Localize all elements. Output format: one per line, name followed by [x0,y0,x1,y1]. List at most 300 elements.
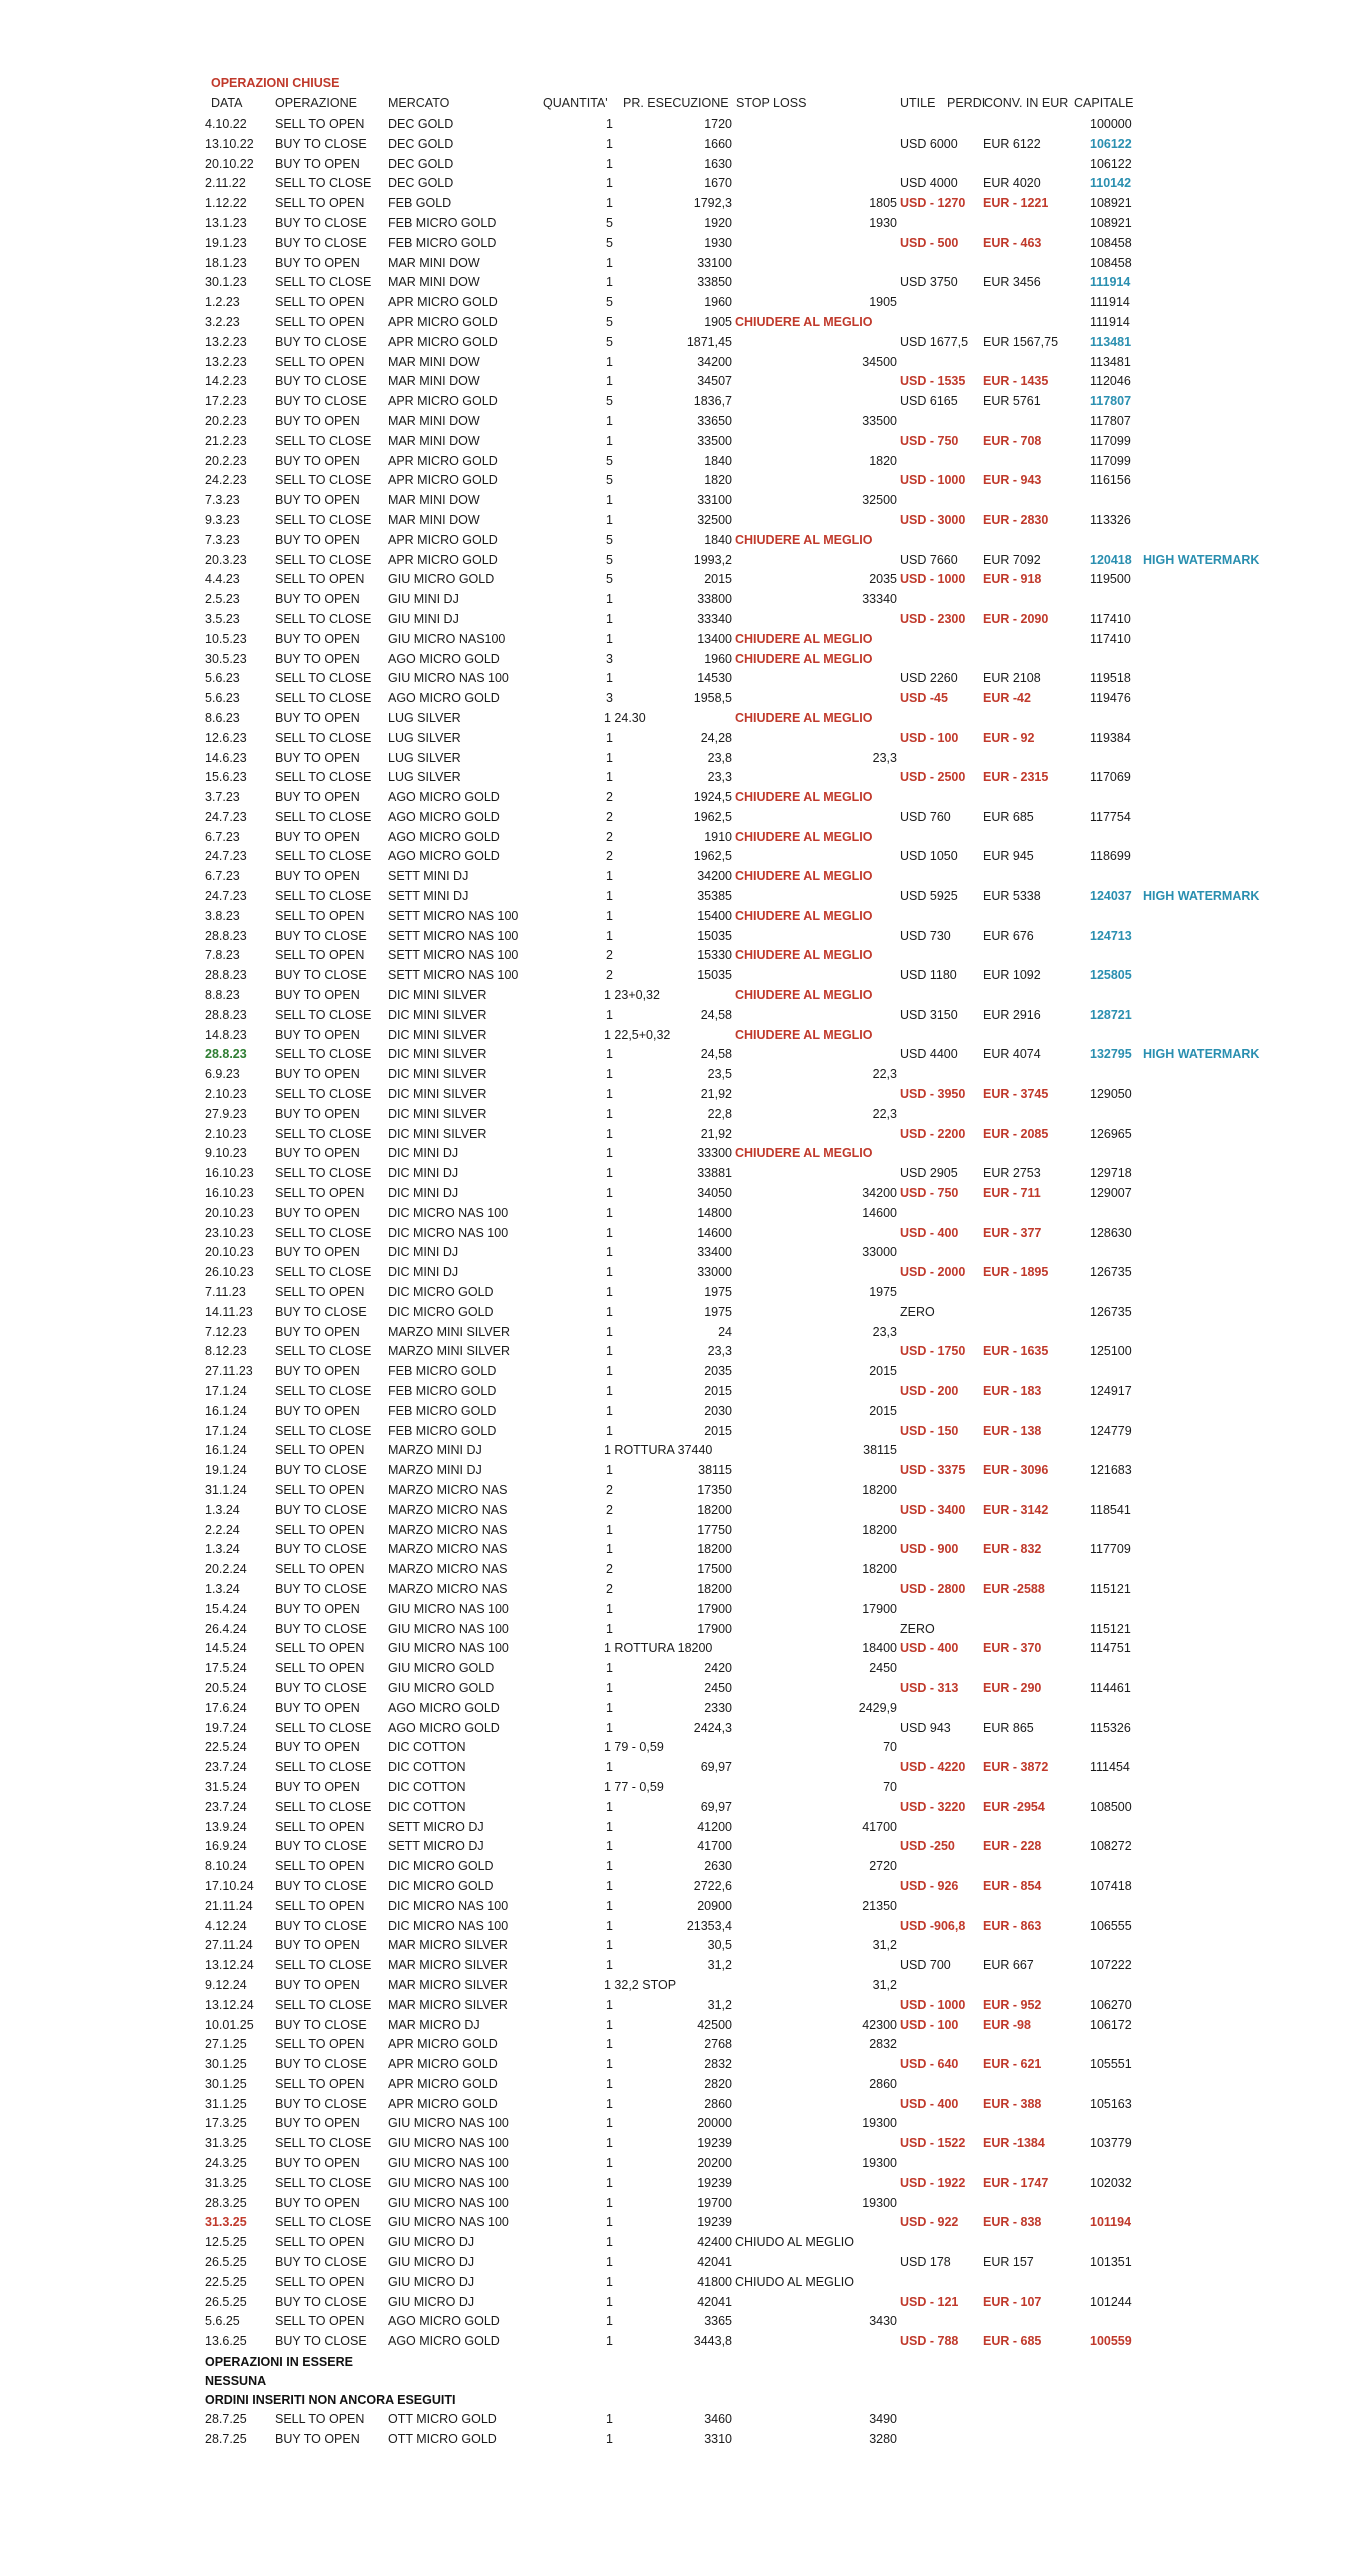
row-operation: SELL TO CLOSE [275,1166,372,1181]
row-operation: BUY TO OPEN [275,710,360,725]
row-market: AGO MICRO GOLD [388,691,500,706]
row-operation: SELL TO CLOSE [275,512,372,527]
row-usd: USD - 150 [900,1423,959,1438]
row-market: LUG SILVER [388,750,461,765]
row-eur: EUR - 943 [983,473,1042,488]
row-quantity: 1 [606,2116,613,2131]
row-usd: USD 4000 [900,176,958,191]
row-eur: EUR 685 [983,809,1034,824]
row-date: 1.2.23 [205,295,240,310]
table-row [0,2332,1370,2352]
row-price: 33650 [697,413,732,428]
row-market: DEC GOLD [388,136,454,151]
row-market: DIC MINI SILVER [388,1087,487,1102]
row-date: 3.8.23 [205,908,240,923]
row-market: AGO MICRO GOLD [388,829,500,844]
row-date: 13.12.24 [205,1997,254,2012]
row-date: 14.6.23 [205,750,247,765]
row-market: GIU MICRO GOLD [388,1680,495,1695]
row-usd: USD 178 [900,2255,951,2270]
row-stop-loss: 19300 [862,2195,897,2210]
row-stop-loss: 18200 [862,1482,897,1497]
row-operation: SELL TO CLOSE [275,176,372,191]
row-usd: USD 1677,5 [900,334,969,349]
table-row [0,293,1370,313]
table-row [0,907,1370,927]
row-price: 42500 [697,2017,732,2032]
row-operation: BUY TO OPEN [275,651,360,666]
row-market: APR MICRO GOLD [388,473,498,488]
row-eur: EUR - 107 [983,2294,1042,2309]
row-capital: 124917 [1090,1384,1132,1398]
row-eur: EUR - 92 [983,730,1035,745]
row-price: 1910 [704,829,732,844]
row-operation: BUY TO CLOSE [275,1918,367,1933]
row-operation: SELL TO OPEN [275,1859,365,1874]
row-operation: SELL TO CLOSE [275,2215,372,2230]
row-date: 4.4.23 [205,572,240,587]
row-usd: USD - 400 [900,1641,959,1656]
table-row [0,2253,1370,2273]
row-date: 13.10.22 [205,136,254,151]
row-date: 7.8.23 [205,948,240,963]
row-quantity: 1 [606,1680,613,1695]
row-operation: BUY TO OPEN [275,1601,360,1616]
row-note: CHIUDERE AL MEGLIO [735,948,873,963]
row-date: 28.8.23 [205,1007,247,1022]
row-market: FEB MICRO GOLD [388,1403,497,1418]
row-date: 14.5.24 [205,1641,247,1656]
row-market: DIC MINI SILVER [388,1067,487,1082]
row-eur: EUR - 2315 [983,770,1049,785]
row-eur: EUR - 621 [983,2057,1042,2072]
row-capital: 129007 [1090,1186,1132,1201]
row-stop-loss: 1805 [869,196,897,211]
table-row [0,1996,1370,2016]
row-date: 21.11.24 [205,1898,253,1913]
row-quantity: 1 [606,1898,613,1913]
row-eur: EUR - 3096 [983,1463,1049,1478]
row-quantity: 1 [606,592,613,607]
row-quantity: 1 [606,1186,613,1201]
row-eur: EUR - 1435 [983,374,1049,389]
table-row [0,1461,1370,1481]
row-date: 27.1.25 [205,2037,247,2052]
row-eur: EUR 5338 [983,889,1041,904]
row-note: CHIUDERE AL MEGLIO [735,532,873,547]
row-price: 1930 [704,235,732,250]
table-row [0,1679,1370,1699]
table-row [0,1600,1370,1620]
row-quantity: 1 [606,671,613,686]
row-date: 26.4.24 [205,1621,247,1636]
row-price: 17900 [697,1601,732,1616]
table-row [0,946,1370,966]
row-quantity: 1 [606,1799,613,1814]
row-date: 20.2.24 [205,1562,247,1577]
row-operation: BUY TO OPEN [275,413,360,428]
row-quantity: 1 [606,1720,613,1735]
row-note: CHIUDERE AL MEGLIO [735,829,873,844]
row-operation: SELL TO CLOSE [275,2136,372,2151]
header-perdi: PERDI [947,96,986,110]
row-usd: USD - 1750 [900,1344,966,1359]
row-operation: SELL TO CLOSE [275,1007,372,1022]
row-date: 5.6.23 [205,671,240,686]
row-capital: 114461 [1090,1680,1131,1695]
row-eur: EUR 676 [983,928,1034,943]
row-capital: 117807 [1090,394,1132,409]
row-quantity: 2 [606,829,613,844]
row-date: 22.5.25 [205,2274,247,2289]
row-quantity: 1 [606,869,613,884]
row-usd: USD 1180 [900,968,957,983]
row-market: MAR MINI DOW [388,413,480,428]
table-row [0,788,1370,808]
row-price: 38115 [698,1463,732,1478]
row-price: 19239 [697,2136,732,2151]
row-quantity: 1 [606,1225,613,1240]
row-capital: 108272 [1090,1839,1132,1854]
row-operation: BUY TO OPEN [275,2432,360,2447]
row-capital: 100000 [1090,117,1132,131]
table-row [0,273,1370,293]
row-market: MAR MINI DOW [388,374,480,389]
row-stop-loss: 42300 [862,2017,897,2032]
row-operation: BUY TO OPEN [275,255,360,270]
row-price: 1975 [704,1285,732,1300]
row-quantity: 1 [606,1878,613,1893]
row-eur: EUR - 3142 [983,1502,1049,1517]
row-date: 17.1.24 [205,1384,247,1398]
row-capital: 117099 [1090,453,1131,468]
row-usd: USD - 500 [900,235,959,250]
row-operation: BUY TO CLOSE [275,1502,367,1517]
table-row [0,1976,1370,1996]
row-operation: SELL TO CLOSE [275,611,372,626]
row-market: DIC COTTON [388,1760,466,1775]
row-date: 7.11.23 [205,1285,246,1300]
row-market: LUG SILVER [388,770,461,785]
row-date: 22.5.24 [205,1740,247,1755]
row-stop-loss: 18200 [862,1522,897,1537]
row-date: 28.8.23 [205,928,247,943]
row-price: 22,8 [707,1106,732,1121]
table-row [0,2233,1370,2253]
row-date: 2.10.23 [205,1126,247,1141]
row-date: 31.5.24 [205,1779,247,1794]
row-capital: 105163 [1090,2096,1132,2111]
row-usd: USD - 200 [900,1384,959,1398]
row-capital: 101351 [1090,2255,1132,2270]
row-market: DIC MINI DJ [388,1166,459,1181]
row-market: APR MICRO GOLD [388,2037,498,2052]
row-price: 1905 [704,314,732,329]
row-capital: 124713 [1090,928,1132,943]
row-market: AGO MICRO GOLD [388,1720,500,1735]
row-usd: USD - 2300 [900,611,966,626]
table-row [0,1026,1370,1046]
row-quantity: 1 [606,1938,613,1953]
row-price: 2820 [704,2076,732,2091]
table-row [0,551,1370,571]
row-quantity: 5 [606,394,613,409]
row-market: DIC MINI SILVER [388,1027,487,1042]
row-capital: 100559 [1090,2334,1132,2349]
row-stop-loss: 33340 [862,592,897,607]
row-market: APR MICRO GOLD [388,453,498,468]
table-row [0,1065,1370,1085]
row-operation: SELL TO OPEN [275,1522,365,1537]
row-quantity: 1 [606,433,613,448]
table-row [0,2134,1370,2154]
row-quantity: 1 [606,1463,613,1478]
table-row [0,2114,1370,2134]
row-quantity: 1 32,2 STOP [604,1977,677,1992]
table-row [0,1382,1370,1402]
row-capital: 102032 [1090,2175,1132,2190]
row-operation: BUY TO OPEN [275,869,360,884]
row-price: 15330 [697,948,732,963]
row-quantity: 1 [606,1918,613,1933]
row-date: 17.1.24 [205,1423,247,1438]
row-market: DIC COTTON [388,1740,466,1755]
row-stop-loss: 38115 [863,1443,897,1458]
row-date: 3.2.23 [205,314,240,329]
row-date: 19.1.24 [205,1463,247,1478]
row-usd: USD - 2200 [900,1126,966,1141]
row-operation: SELL TO OPEN [275,2076,365,2091]
row-operation: BUY TO CLOSE [275,2255,367,2270]
row-capital: 111914 [1090,275,1131,290]
row-market: DEC GOLD [388,176,454,191]
table-row [0,155,1370,175]
row-price: 20200 [697,2156,732,2171]
row-date: 9.12.24 [205,1977,247,1992]
row-price: 2035 [704,1364,732,1379]
row-price: 18200 [697,1542,732,1557]
row-quantity: 1 [606,1839,613,1854]
row-market: LUG SILVER [388,710,461,725]
row-market: APR MICRO GOLD [388,295,498,310]
row-market: DEC GOLD [388,156,454,171]
table-row [0,2194,1370,2214]
row-operation: SELL TO CLOSE [275,2175,372,2190]
row-date: 2.10.23 [205,1087,247,1102]
row-date: 31.3.25 [205,2175,247,2190]
row-operation: SELL TO CLOSE [275,552,372,567]
row-market: DIC MICRO NAS 100 [388,1205,509,1220]
row-operation: SELL TO CLOSE [275,730,372,745]
row-usd: USD - 1270 [900,196,966,211]
row-price: 1960 [704,651,732,666]
row-eur: EUR - 685 [983,2334,1042,2349]
row-stop-loss: 21350 [862,1898,897,1913]
row-date: 8.6.23 [205,710,240,725]
row-quantity: 1 [606,889,613,904]
row-date: 3.5.23 [205,611,240,626]
row-capital: 119384 [1090,730,1131,745]
row-market: MAR MINI DOW [388,275,480,290]
row-operation: SELL TO CLOSE [275,1958,372,1973]
row-price: 23,8 [707,750,732,765]
row-note: CHIUDO AL MEGLIO [735,2235,855,2250]
header-mercato: MERCATO [388,96,450,110]
row-date: 31.1.24 [205,1482,247,1497]
row-quantity: 1 [606,2057,613,2072]
row-stop-loss: 23,3 [872,750,897,765]
row-eur: EUR -98 [983,2017,1031,2032]
row-operation: SELL TO OPEN [275,2235,365,2250]
row-usd: ZERO [900,1621,935,1636]
row-quantity: 1 [606,1760,613,1775]
row-price: 1670 [704,176,732,191]
row-price: 3460 [704,2412,732,2427]
table-row [0,1125,1370,1145]
row-price: 2424,3 [693,1720,732,1735]
row-quantity: 2 [606,1562,613,1577]
row-quantity: 1 [606,1601,613,1616]
row-eur: EUR - 3872 [983,1760,1049,1775]
row-capital: 129050 [1090,1087,1132,1102]
row-note: CHIUDO AL MEGLIO [735,2274,855,2289]
table-row [0,1719,1370,1739]
row-price: 31,2 [707,1997,732,2012]
row-operation: SELL TO CLOSE [275,1997,372,2012]
row-eur: EUR - 854 [983,1878,1042,1893]
row-date: 9.3.23 [205,512,240,527]
row-price: 1962,5 [693,809,732,824]
table-row [0,135,1370,155]
row-quantity: 1 [606,1087,613,1102]
row-quantity: 1 22,5+0,32 [604,1027,671,1042]
row-operation: BUY TO OPEN [275,750,360,765]
row-price: 2832 [704,2057,732,2072]
row-operation: SELL TO OPEN [275,1898,365,1913]
row-operation: BUY TO OPEN [275,1067,360,1082]
row-stop-loss: 2015 [869,1364,897,1379]
table-row [0,412,1370,432]
row-operation: BUY TO CLOSE [275,235,367,250]
row-price: 15035 [697,928,732,943]
row-usd: USD - 640 [900,2057,959,2072]
row-eur: EUR - 377 [983,1225,1042,1240]
table-row [0,669,1370,689]
row-market: DIC COTTON [388,1799,466,1814]
row-market: OTT MICRO GOLD [388,2412,497,2427]
row-eur: EUR -2588 [983,1581,1045,1596]
table-row [0,1877,1370,1897]
row-quantity: 1 [606,1106,613,1121]
row-stop-loss: 18400 [862,1641,897,1656]
row-capital: 106172 [1090,2017,1132,2032]
row-market: DIC MICRO NAS 100 [388,1898,509,1913]
row-date: 23.7.24 [205,1799,247,1814]
row-operation: BUY TO CLOSE [275,334,367,349]
row-capital: 115121 [1090,1621,1131,1636]
table-row [0,927,1370,947]
row-date: 4.10.22 [205,117,247,131]
row-operation: SELL TO OPEN [275,1186,365,1201]
row-market: DIC MINI SILVER [388,1106,487,1121]
row-quantity: 1 [606,2215,613,2230]
table-row [0,986,1370,1006]
row-capital: 112046 [1090,374,1131,389]
row-date: 16.10.23 [205,1186,254,1201]
row-capital: 115326 [1090,1720,1131,1735]
row-note: CHIUDERE AL MEGLIO [735,790,873,805]
row-stop-loss: 2450 [869,1661,897,1676]
row-date: 17.3.25 [205,2116,247,2131]
table-row [0,1362,1370,1382]
row-market: MAR MICRO SILVER [388,1958,508,1973]
row-stop-loss: 22,3 [872,1067,897,1082]
row-capital: 124037 [1090,889,1132,904]
row-quantity: 5 [606,552,613,567]
row-price: 21,92 [700,1126,732,1141]
row-capital: 107222 [1090,1958,1132,1973]
row-quantity: 1 [606,2294,613,2309]
row-date: 24.7.23 [205,809,247,824]
row-price: 17900 [697,1621,732,1636]
row-capital: 117754 [1090,809,1131,824]
row-market: MARZO MINI DJ [388,1463,482,1478]
row-operation: BUY TO CLOSE [275,1839,367,1854]
row-price: 3365 [704,2314,732,2329]
row-stop-loss: 70 [883,1779,897,1794]
row-market: DIC MINI SILVER [388,1007,487,1022]
row-eur: EUR 1567,75 [983,334,1059,349]
row-usd: USD 1050 [900,849,958,864]
table-row [0,432,1370,452]
row-operation: SELL TO CLOSE [275,1423,372,1438]
table-row [0,1283,1370,1303]
row-market: DIC MINI DJ [388,1146,459,1161]
table-row [0,471,1370,491]
row-capital: 119518 [1090,671,1131,686]
row-date: 17.5.24 [205,1661,247,1676]
row-eur: EUR - 918 [983,572,1042,587]
row-operation: SELL TO OPEN [275,1285,365,1300]
row-eur: EUR 3456 [983,275,1041,290]
row-stop-loss: 3430 [869,2314,897,2329]
row-date: 1.3.24 [205,1542,240,1557]
row-date: 13.12.24 [205,1958,254,1973]
table-row [0,452,1370,472]
row-price: 33100 [697,255,732,270]
table-row [0,194,1370,214]
row-capital: 126965 [1090,1126,1132,1141]
row-capital: 117410 [1090,611,1131,626]
row-capital: 108500 [1090,1799,1132,1814]
row-operation: BUY TO OPEN [275,493,360,508]
row-eur: EUR - 2085 [983,1126,1049,1141]
table-row [0,1144,1370,1164]
row-date: 20.3.23 [205,552,247,567]
row-market: FEB MICRO GOLD [388,1364,497,1379]
row-eur: EUR - 711 [983,1186,1041,1201]
row-stop-loss: 34200 [862,1186,897,1201]
row-eur: EUR 2753 [983,1166,1041,1181]
row-market: DIC MINI DJ [388,1245,459,1260]
row-market: FEB MICRO GOLD [388,1423,497,1438]
row-price: 1820 [704,473,732,488]
row-eur: EUR 1092 [983,968,1041,983]
row-market: SETT MINI DJ [388,869,469,884]
row-eur: EUR - 228 [983,1839,1042,1854]
row-quantity: 1 [606,928,613,943]
table-row [0,1045,1370,1065]
